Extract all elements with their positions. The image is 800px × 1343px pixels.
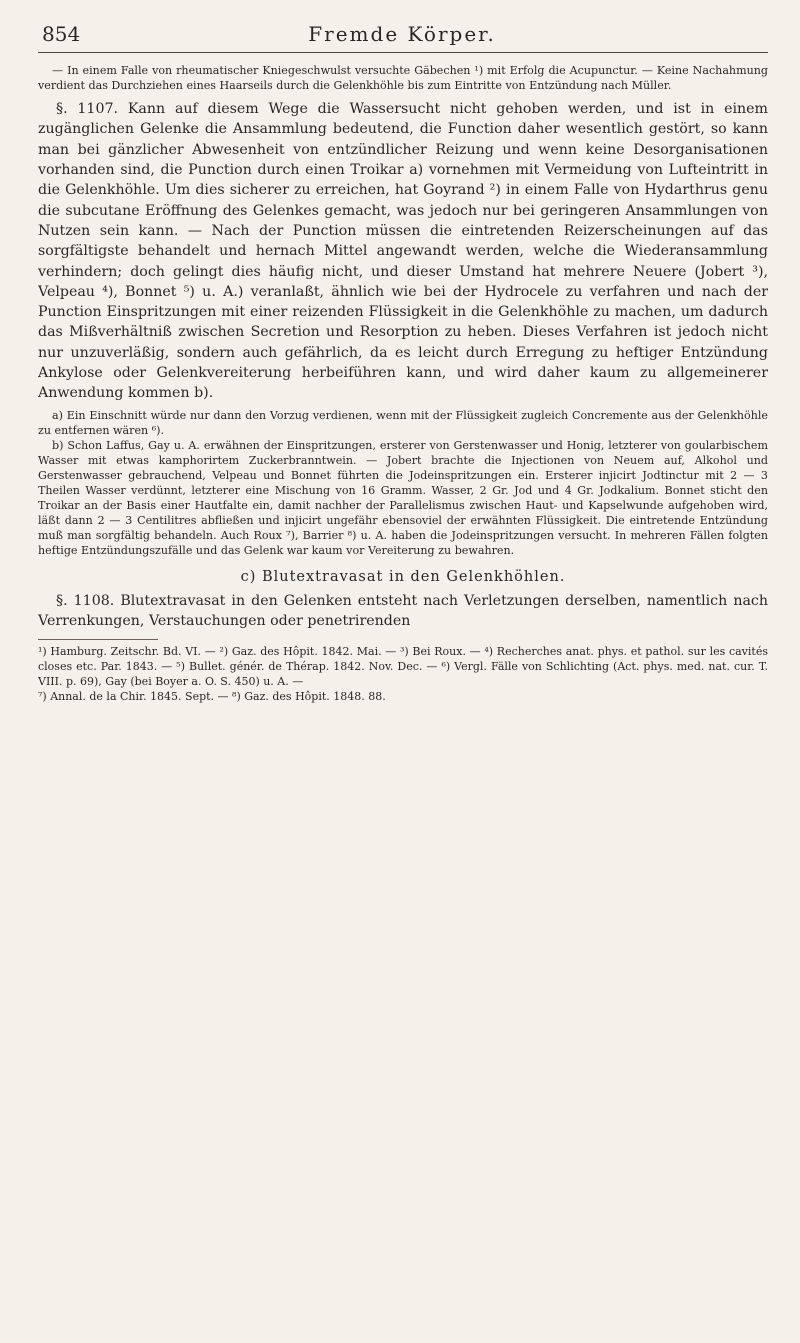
book-page (38, 18, 768, 1328)
section-1107: §. 1107. Kann auf diesem Wege die Wassersucht nicht gehoben werden, und ist in einem zugänglichen Gelenke die Ansammlung bedeutend, die Function daher wesentlich gestört, so kann man bei gänzlicher Abwesenheit von entzündlicher Reizung und wenn keine Desorganisationen vorhanden sind, die Punction durch einen Troikar a) vornehmen mit Vermeidung von Lufteintritt in die Gelenkhöhle. Um dies sicherer zu erreichen, hat Goyrand ²) in einem Falle von Hydarthrus genu die subcutane Eröffnung des Gelenkes gemacht, was jedoch nur bei geringeren Ansammlungen von Nutzen sein kann. — Nach der Punction müssen die eintretenden Reizerscheinungen auf das sorgfältigste behandelt und hernach Mittel angewandt werden, welche die Wiederansammlung verhindern; doch gelingt dies häufig nicht, und dieser Umstand hat mehrere Neuere (Jobert ³), Velpeau ⁴), Bonnet ⁵) u. A.) veranlaßt, ähnlich wie bei der Hydrocele zu verfahren und nach der Punction Einspritzungen mit einer reizenden Flüssigkeit in die Gelenkhöhle zu machen, um dadurch das Mißverhältniß zwischen Secretion und Resorption zu heben. Dieses Verfahren ist jedoch nicht nur unzuverläßig, sondern auch gefährlich, da es leicht durch Erregung zu heftiger Entzündung Ankylose oder Gelenkvereiterung herbeiführen kann, und wird daher kaum zu allgemeinerer Anwendung kommen b). (38, 101, 768, 402)
footnotes (38, 644, 768, 704)
section-1108: §. 1108. Blutextravasat in den Gelenken entsteht nach Verletzungen derselben, namentlich nach Verrenkungen, Verstauchungen oder penetrirenden (38, 592, 768, 629)
intro-note: — In einem Falle von rheumatischer Kniegeschwulst versuchte Gäbechen ¹) mit Erfolg die Acupunctur. — Keine Nachahmung verdient das Durchziehen eines Haarseils durch die Gelenkhöhle bis zum Eintritte von Entzündung nach Müller. (38, 64, 768, 93)
page-number: 854 (42, 22, 81, 46)
header-rule (38, 52, 768, 53)
footnote-line: ¹) Hamburg. Zeitschr. Bd. VI. — ²) Gaz. des Hôpit. 1842. Mai. — ³) Bei Roux. — ⁴) Recherches anat. phys. et pathol. sur les cavités closes etc. Par. 1843. — ⁵) Bullet. génér. de Thérap. 1842. Nov. Dec. — ⁶) Vergl. Fälle von Schlichting (Act. phys. med. nat. cur. T. VIII. p. 69), Gay (bei Boyer a. O. S. 450) u. A. — (38, 645, 768, 689)
note-b: b) Schon Laffus, Gay u. A. erwähnen der Einspritzungen, ersterer von Gerstenwasser und Honig, letzterer von goularbischem Wasser mit etwas kamphorirtem Zuckerbranntwein. — Jobert brachte die Injectionen von Neuem auf, Alkohol und Gerstenwasser gebrauchend, Velpeau und Bonnet führten die Jodeinspritzungen ein. Ersterer injicirt Jodtinctur mit 2 — 3 Theilen Wasser verdünnt, letzterer eine Mischung von 16 Gramm. Wasser, 2 Gr. Jod und 4 Gr. Jodkalium. Bonnet sticht den Troikar an der Basis einer Hautfalte ein, damit nachher der Parallelismus zwischen Haut- und Kapselwunde aufgehoben wird, läßt dann 2 — 3 Centilitres abfließen und injicirt ungefähr ebensoviel der erwähnten Flüssigkeit. Die eintretende Entzündung muß man sorgfältig behandeln. Auch Roux ⁷), Barrier ⁸) u. A. haben die Jodeinspritzungen versucht. In mehreren Fällen folgten heftige Entzündungszufälle und das Gelenk war kaum vor Vereiterung zu bewahren. (38, 438, 768, 558)
note-a: a) Ein Einschnitt würde nur dann den Vorzug verdienen, wenn mit der Flüssigkeit zugleich Concremente aus der Gelenkhöhle zu entfernen wären ⁶). (38, 408, 768, 437)
subheading: c) Blutextravasat in den Gelenkhöhlen. (240, 568, 566, 585)
footnote-line: ⁷) Annal. de la Chir. 1845. Sept. — ⁸) Gaz. des Hôpit. 1848. 88. (38, 690, 386, 704)
footnote-rule (38, 639, 158, 640)
running-header (38, 18, 768, 52)
running-title: Fremde Körper. (308, 22, 496, 46)
